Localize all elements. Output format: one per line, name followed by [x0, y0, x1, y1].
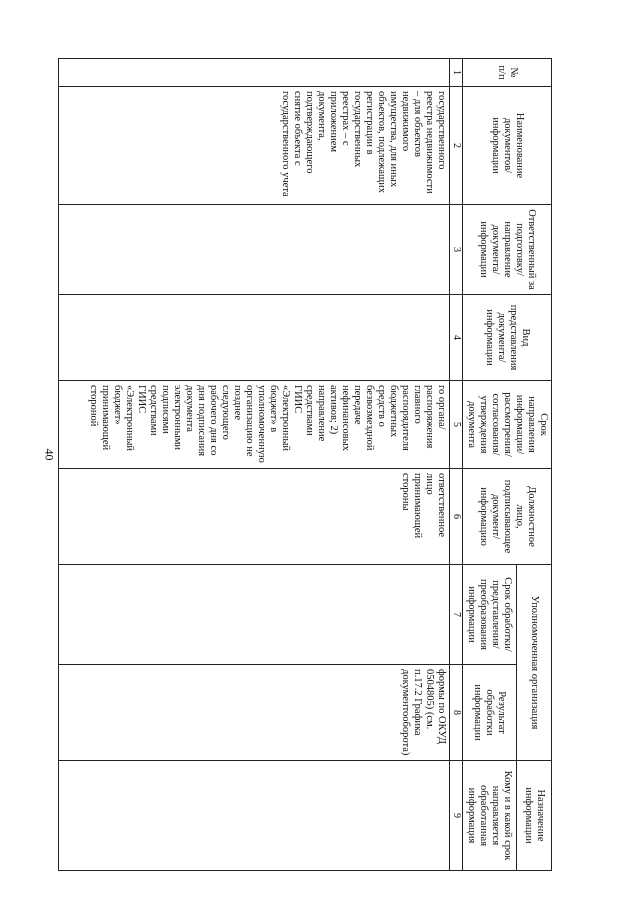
header-responsible: Ответственный за подготовку/ направление документа/ информации [463, 205, 552, 295]
cell-document-name: государственного реестра недвижимости – для объектов недвижимого имущества, для иных объектов, подлежащих регистрации в государственных реестрах – с приложением документа, подтверждающего снятие объекта с государственного учета [59, 87, 450, 205]
header-number: № п/п [463, 59, 552, 87]
header-processing-result: Результат обработки информации [463, 665, 517, 761]
rotated-table-frame [88, 58, 552, 870]
cell-responsible [59, 205, 450, 295]
header-recipient: Кому и в какой срок направляется обработанная информация [463, 761, 517, 871]
header-deadline: Срок направления информации/ рассмотрения/ согласования/ утверждения документа [463, 381, 552, 469]
column-number: 5 [450, 381, 463, 469]
cell-processing-term [59, 565, 450, 665]
column-number: 7 [450, 565, 463, 665]
page-number: 40 [42, 448, 57, 461]
column-number: 4 [450, 295, 463, 381]
cell-form [59, 295, 450, 381]
table-row [59, 59, 450, 871]
column-number: 8 [450, 665, 463, 761]
cell-number [59, 59, 450, 87]
column-number: 1 [450, 59, 463, 87]
cell-recipient [59, 761, 450, 871]
header-document-name: Наименование документов/ информации [463, 87, 552, 205]
header-purpose: Назначение информации [517, 761, 552, 871]
column-number: 2 [450, 87, 463, 205]
header-processing-term: Срок обработки/ представления/ преобразования информации [463, 565, 517, 665]
cell-deadline: го органа/распоряжения главного распорядителя бюджетных средств о безвозмездной передаче нефинансовых активов; 2) направление средствами ГИИС «Электронный бюджет» в уполномоченную организацию не позднее следующего рабочего дня со дня подписания документа электронными подписями средствами ГИИС «Электронный бюджет» принимающей стороной [59, 381, 450, 469]
cell-signer: ответственное лицо принимающей стороны [59, 469, 450, 565]
column-number: 6 [450, 469, 463, 565]
document-table-rotated [88, 58, 552, 870]
cell-processing-result: формы по ОКУД 0504805) (см. п.17.2 Графика документооборота) [59, 665, 450, 761]
header-authorized-org: Уполномоченная организация [517, 565, 552, 761]
document-flow-table [58, 58, 552, 871]
header-form: Вид представления документа/ информации [463, 295, 552, 381]
header-signer: Должностное лицо, подписывающее документ/ информацию [463, 469, 552, 565]
column-number: 9 [450, 761, 463, 871]
column-number: 3 [450, 205, 463, 295]
